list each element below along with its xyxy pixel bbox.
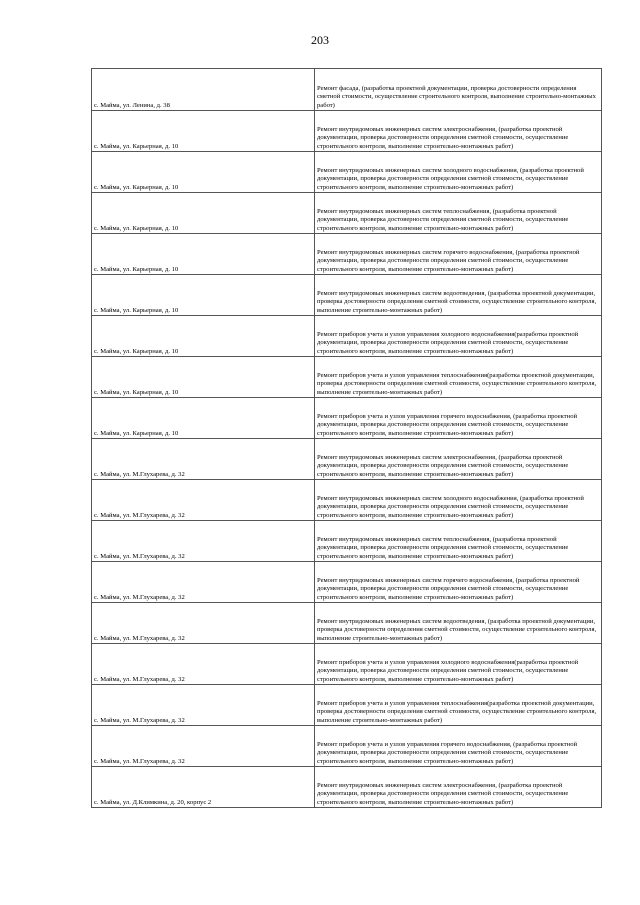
table-row	[92, 398, 602, 439]
work-description-cell: Ремонт внутридомовых инженерных систем горячего водоснабжения, (разработка проектной документации, проверка достоверности определения сметной стоимости, осуществление строительного контроля, выполнение строительно-монтажных работ)	[315, 562, 602, 603]
work-description-cell: Ремонт фасада, (разработка проектной документации, проверка достоверности определения сметной стоимости, осуществление строительного контроля, выполнение строительно-монтажных работ)	[315, 69, 602, 111]
page-number: 203	[311, 33, 329, 47]
address-cell: с. Майма, ул. Карьерная, д. 10	[92, 193, 315, 234]
table-row	[92, 644, 602, 685]
work-description-cell: Ремонт внутридомовых инженерных систем теплоснабжения, (разработка проектной документации, проверка достоверности определения сметной стоимости, осуществление строительного контроля, выполнение строительно-монтажных работ)	[315, 193, 602, 234]
table-row	[92, 726, 602, 767]
address-cell: с. Майма, ул. Карьерная, д. 10	[92, 275, 315, 316]
repair-works-table	[91, 68, 602, 808]
work-description-cell: Ремонт внутридомовых инженерных систем горячего водоснабжения, (разработка проектной документации, проверка достоверности определения сметной стоимости, осуществление строительного контроля, выполнение строительно-монтажных работ)	[315, 234, 602, 275]
address-cell: с. Майма, ул. Карьерная, д. 10	[92, 111, 315, 152]
work-description-cell: Ремонт внутридомовых инженерных систем электроснабжения, (разработка проектной документации, проверка достоверности определения сметной стоимости, осуществление строительного контроля, выполнение строительно-монтажных работ)	[315, 111, 602, 152]
work-description-cell: Ремонт внутридомовых инженерных систем холодного водоснабжения, (разработка проектной документации, проверка достоверности определения сметной стоимости, осуществление строительного контроля, выполнение строительно-монтажных работ)	[315, 152, 602, 193]
address-cell: с. Майма, ул. Карьерная, д. 10	[92, 357, 315, 398]
address-cell: с. Майма, ул. Карьерная, д. 10	[92, 234, 315, 275]
table-row	[92, 152, 602, 193]
address-cell: с. Майма, ул. М.Глухарева, д. 32	[92, 644, 315, 685]
work-description-cell: Ремонт приборов учета и узлов управления теплоснабжения(разработка проектной документации, проверка достоверности определения сметной стоимости, осуществление строительного контроля, выполнение строительно-монтажных работ)	[315, 685, 602, 726]
address-cell: с. Майма, ул. Карьерная, д. 10	[92, 398, 315, 439]
work-description-cell: Ремонт внутридомовых инженерных систем водоотведения, (разработка проектной документации, проверка достоверности определения сметной стоимости, осуществление строительного контроля, выполнение строительно-монтажных работ)	[315, 275, 602, 316]
table-row	[92, 480, 602, 521]
table-row	[92, 316, 602, 357]
table-row	[92, 767, 602, 808]
address-cell: с. Майма, ул. М.Глухарева, д. 32	[92, 480, 315, 521]
address-cell: с. Майма, ул. М.Глухарева, д. 32	[92, 521, 315, 562]
address-cell: с. Майма, ул. Д.Климкина, д. 20, корпус 2	[92, 767, 315, 808]
address-cell: с. Майма, ул. Карьерная, д. 10	[92, 316, 315, 357]
work-description-cell: Ремонт приборов учета и узлов управления холодного водоснабжения(разработка проектной документации, проверка достоверности определения сметной стоимости, осуществление строительного контроля, выполнение строительно-монтажных работ)	[315, 316, 602, 357]
work-description-cell: Ремонт внутридомовых инженерных систем водоотведения, (разработка проектной документации, проверка достоверности определения сметной стоимости, осуществление строительного контроля, выполнение строительно-монтажных работ)	[315, 603, 602, 644]
table-row	[92, 111, 602, 152]
table-row	[92, 69, 602, 111]
work-description-cell: Ремонт внутридомовых инженерных систем теплоснабжения, (разработка проектной документации, проверка достоверности определения сметной стоимости, осуществление строительного контроля, выполнение строительно-монтажных работ)	[315, 521, 602, 562]
table-row	[92, 603, 602, 644]
work-description-cell: Ремонт приборов учета и узлов управления теплоснабжения(разработка проектной документации, проверка достоверности определения сметной стоимости, осуществление строительного контроля, выполнение строительно-монтажных работ)	[315, 357, 602, 398]
address-cell: с. Майма, ул. М.Глухарева, д. 32	[92, 603, 315, 644]
table-row	[92, 193, 602, 234]
table-row	[92, 275, 602, 316]
work-description-cell: Ремонт приборов учета и узлов управления холодного водоснабжения(разработка проектной документации, проверка достоверности определения сметной стоимости, осуществление строительного контроля, выполнение строительно-монтажных работ)	[315, 644, 602, 685]
address-cell: с. Майма, ул. М.Глухарева, д. 32	[92, 439, 315, 480]
address-cell: с. Майма, ул. Карьерная, д. 10	[92, 152, 315, 193]
address-cell: с. Майма, ул. М.Глухарева, д. 32	[92, 562, 315, 603]
address-cell: с. Майма, ул. Ленина, д. 38	[92, 69, 315, 111]
table-row	[92, 439, 602, 480]
address-cell: с. Майма, ул. М.Глухарева, д. 32	[92, 726, 315, 767]
table-row	[92, 234, 602, 275]
work-description-cell: Ремонт внутридомовых инженерных систем электроснабжения, (разработка проектной документации, проверка достоверности определения сметной стоимости, осуществление строительного контроля, выполнение строительно-монтажных работ)	[315, 767, 602, 808]
work-description-cell: Ремонт внутридомовых инженерных систем холодного водоснабжения, (разработка проектной документации, проверка достоверности определения сметной стоимости, осуществление строительного контроля, выполнение строительно-монтажных работ)	[315, 480, 602, 521]
work-description-cell: Ремонт приборов учета и узлов управления горячего водоснабжения, (разработка проектной документации, проверка достоверности определения сметной стоимости, осуществление строительного контроля, выполнение строительно-монтажных работ)	[315, 398, 602, 439]
table-row	[92, 685, 602, 726]
table-row	[92, 521, 602, 562]
work-description-cell: Ремонт внутридомовых инженерных систем электроснабжения, (разработка проектной документации, проверка достоверности определения сметной стоимости, осуществление строительного контроля, выполнение строительно-монтажных работ)	[315, 439, 602, 480]
table-body	[92, 69, 602, 808]
table-row	[92, 562, 602, 603]
work-description-cell: Ремонт приборов учета и узлов управления горячего водоснабжения, (разработка проектной документации, проверка достоверности определения сметной стоимости, осуществление строительного контроля, выполнение строительно-монтажных работ)	[315, 726, 602, 767]
address-cell: с. Майма, ул. М.Глухарева, д. 32	[92, 685, 315, 726]
table-row	[92, 357, 602, 398]
